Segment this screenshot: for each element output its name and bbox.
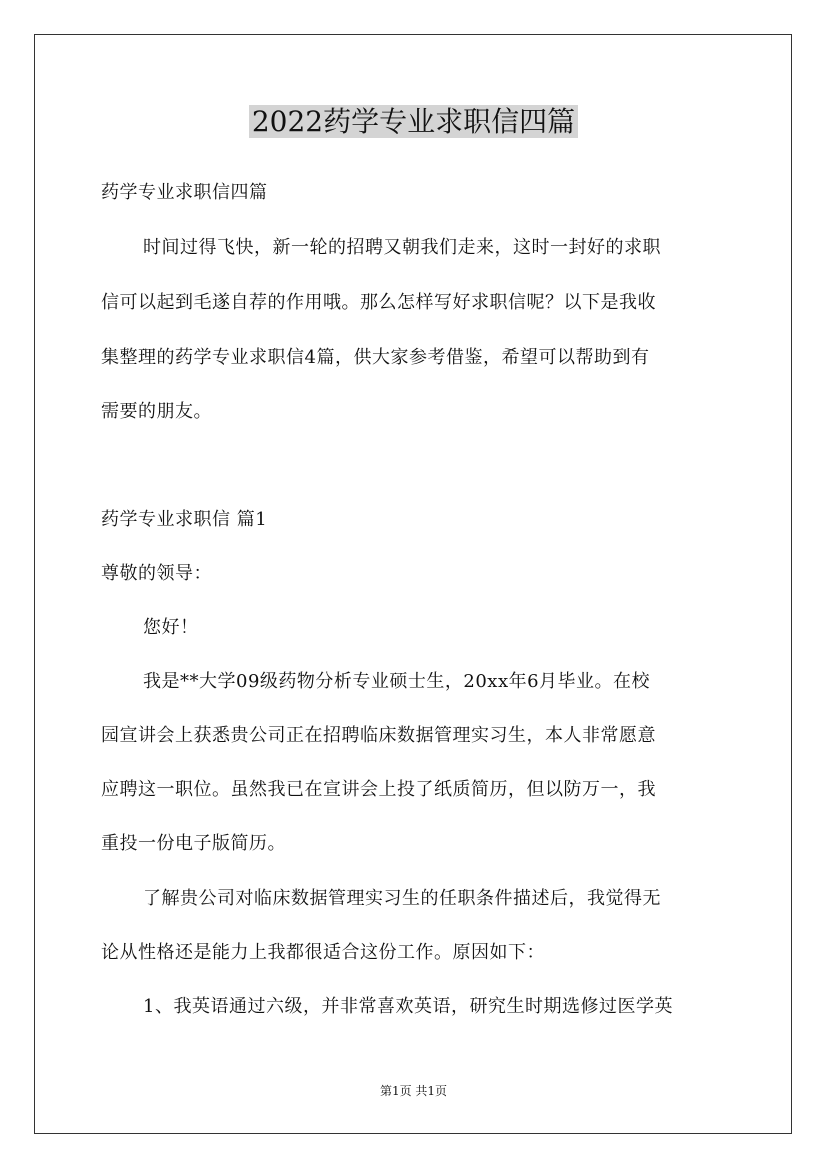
intro-line-1: 时间过得飞快，新一轮的招聘又朝我们走来，这时一封好的求职: [143, 237, 661, 258]
document-title-text: 2022药学专业求职信四篇: [249, 105, 578, 138]
body-line-7: 1、我英语通过六级，并非常喜欢英语，研究生时期选修过医学英: [143, 996, 673, 1017]
body-line-2: 园宣讲会上获悉贵公司正在招聘临床数据管理实习生，本人非常愿意: [101, 725, 656, 746]
body-line-3: 应聘这一职位。虽然我已在宣讲会上投了纸质简历，但以防万一，我: [101, 779, 656, 800]
intro-line-2: 信可以起到毛遂自荐的作用哦。那么怎样写好求职信呢？以下是我收: [101, 292, 656, 313]
body-line-6: 论从性格还是能力上我都很适合这份工作。原因如下：: [101, 942, 545, 963]
intro-line-3: 集整理的药学专业求职信4篇，供大家参考借鉴，希望可以帮助到有: [101, 347, 650, 368]
greeting: 您好！: [143, 617, 199, 638]
body-line-5: 了解贵公司对临床数据管理实习生的任职条件描述后，我觉得无: [143, 888, 661, 909]
salutation: 尊敬的领导：: [101, 563, 212, 584]
page-footer: 第1页 共1页: [379, 1084, 448, 1098]
body-line-4: 重投一份电子版简历。: [101, 833, 286, 854]
document-title: [0, 100, 827, 144]
body-line-1: 我是**大学09级药物分析专业硕士生，20xx年6月毕业。在校: [143, 671, 651, 692]
subtitle-line: 药学专业求职信四篇: [101, 182, 268, 203]
section-heading: 药学专业求职信 篇1: [101, 509, 268, 530]
intro-line-4: 需要的朋友。: [101, 401, 212, 422]
